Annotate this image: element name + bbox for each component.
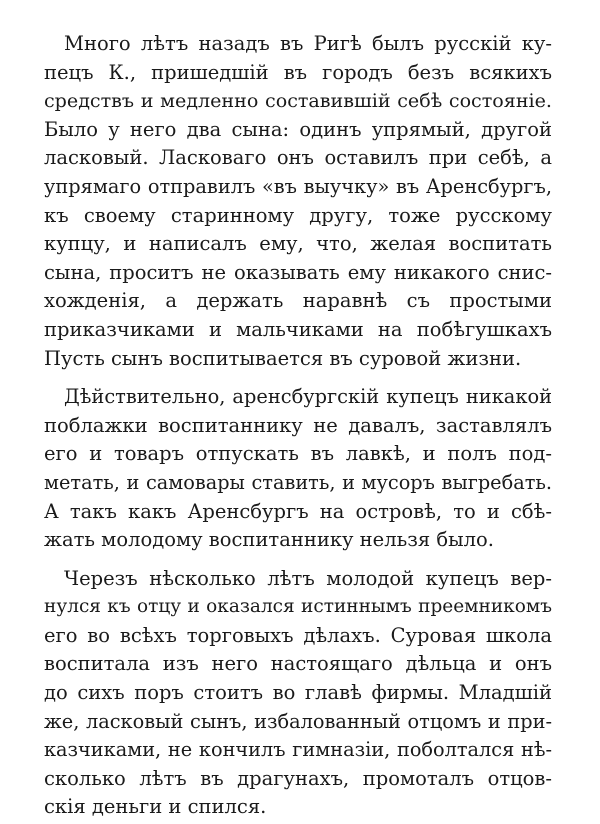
text-line: казчиками, не кончилъ гимназіи, поболтался нѣ- — [44, 738, 552, 762]
text-line: поблажки воспитаннику не давалъ, заставлялъ — [44, 413, 552, 437]
text-line: ласковый. Ласковаго онъ оставилъ при себѣ, а — [44, 146, 552, 170]
text-line: Черезъ нѣсколько лѣтъ молодой купецъ вер- — [64, 566, 552, 590]
text-line: его во всѣхъ торговыхъ дѣлахъ. Суровая школа — [44, 623, 552, 647]
text-line: Пусть сынъ воспитывается въ суровой жизни. — [44, 346, 522, 370]
text-line: приказчиками и мальчиками на побѣгушкахъ — [44, 317, 552, 341]
text-line: сына, проситъ не оказывать ему никакого снис- — [44, 260, 552, 284]
text-line: А такъ какъ Аренсбургъ на островѣ, то и сбѣ- — [44, 499, 552, 523]
paragraph-1 — [44, 30, 552, 373]
paragraph-2 — [44, 383, 552, 555]
text-line: скія деньги и спился. — [44, 795, 267, 819]
text-line: упрямаго отправилъ «въ выучку» въ Аренсбургъ, — [44, 174, 552, 198]
text-line: Дѣйствительно, аренсбургскій купецъ никакой — [64, 385, 552, 409]
page-text — [44, 30, 552, 822]
text-line: до сихъ поръ стоитъ во главѣ фирмы. Младшій — [44, 681, 552, 705]
text-line: пецъ К., пришедшій въ городъ безъ всякихъ — [44, 60, 552, 84]
text-line: Было у него два сына: одинъ упрямый, другой — [44, 117, 552, 141]
text-line: средствъ и медленно составившій себѣ состояніе. — [44, 89, 552, 113]
text-line: сколько лѣтъ въ драгунахъ, промоталъ отцов- — [44, 766, 552, 790]
text-line: воспитала изъ него настоящаго дѣльца и онъ — [44, 652, 552, 676]
text-line: къ своему старинному другу, тоже русскому — [44, 203, 552, 227]
paragraph-3 — [44, 565, 552, 822]
text-line: жать молодому воспитаннику нельзя было. — [44, 528, 494, 552]
text-line: Много лѣтъ назадъ въ Ригѣ былъ русскій ку- — [64, 32, 552, 55]
text-line: его и товаръ отпускать въ лавкѣ, и полъ под- — [44, 442, 552, 466]
text-line: хожденія, а держать наравнѣ съ простыми — [44, 289, 552, 313]
text-line: же, ласковый сынъ, избалованный отцомъ и при- — [44, 709, 552, 733]
text-line: нулся къ отцу и оказался истиннымъ преемникомъ — [44, 596, 552, 618]
text-line: купцу, и написалъ ему, что, желая воспитать — [44, 232, 552, 256]
text-line: метать, и самовары ставить, и мусоръ выгребать. — [44, 470, 552, 494]
